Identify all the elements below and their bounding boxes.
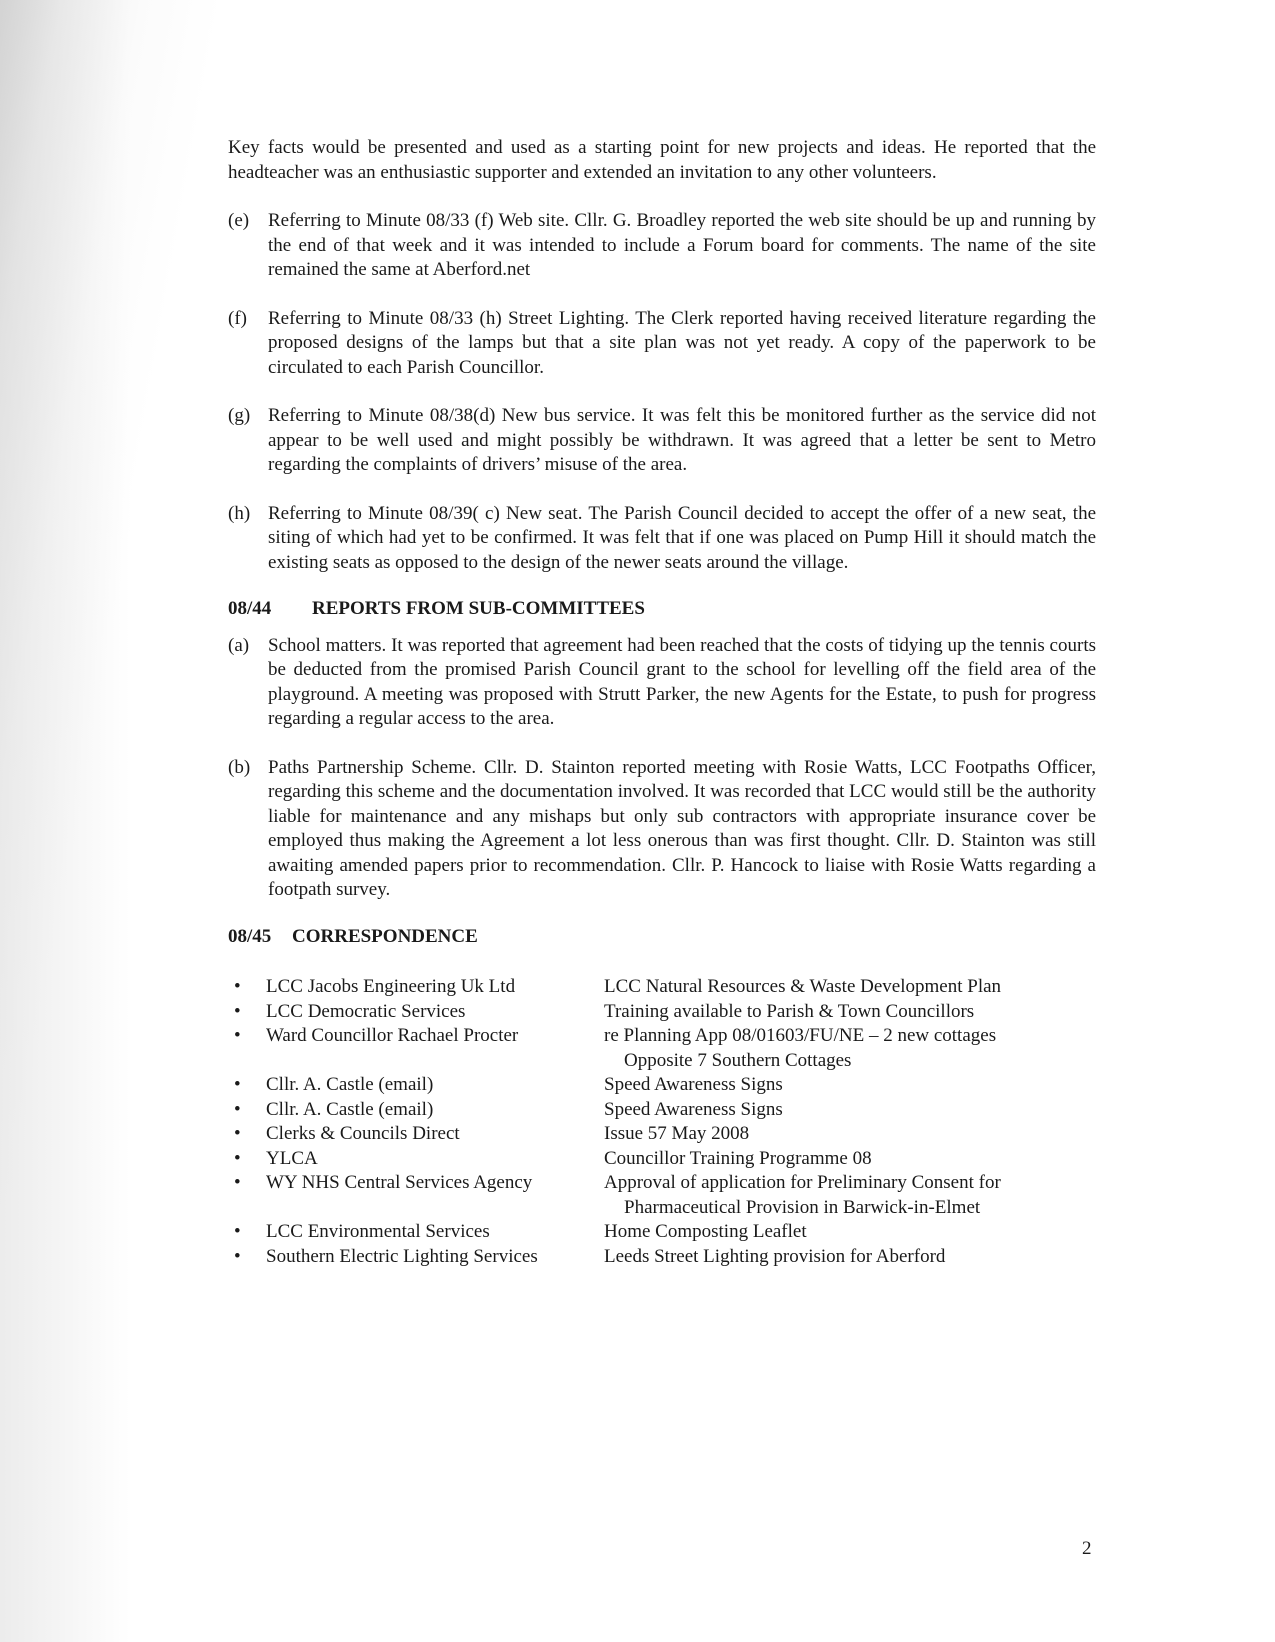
- correspondence-subject: [604, 1147, 1096, 1172]
- bullet-icon: •: [234, 1123, 241, 1144]
- item-text: Referring to Minute 08/38(d) New bus service. It was felt this be monitored further as the service did not appear to be well used and might possibly be withdrawn. It was agreed that a letter be sent to Metro regarding the complaints of drivers’ misuse of the area.: [268, 405, 1096, 475]
- correspondence-from: Southern Electric Lighting Services: [266, 1245, 538, 1267]
- correspondence-subject: [604, 1220, 1096, 1245]
- correspondence-row: [228, 1122, 1096, 1147]
- correspondence-from: LCC Environmental Services: [266, 1221, 490, 1242]
- report-item: [228, 756, 1096, 903]
- bullet-icon: •: [234, 1098, 241, 1120]
- correspondence-subject: [604, 1171, 1096, 1220]
- item-label: (a): [228, 634, 250, 656]
- page-content: [228, 136, 1096, 1269]
- correspondence-subject: [604, 1024, 1096, 1073]
- subject-line-continued: Pharmaceutical Provision in Barwick-in-Elmet: [624, 1196, 981, 1218]
- subject-line: Issue 57 May 2008: [604, 1123, 750, 1144]
- bullet-icon: •: [234, 1025, 241, 1046]
- bullet-icon: •: [234, 1000, 241, 1022]
- item-text: School matters. It was reported that agreement had been reached that the costs of tidying up the tennis courts be deducted from the promised Parish Council grant to the school for levelling off the field area of the playground. A meeting was proposed with Strutt Parker, the new Agents for the Estate, to push for progress regarding a regular access to the area.: [268, 634, 1096, 729]
- correspondence-row: [228, 1220, 1096, 1245]
- bullet-icon: •: [234, 1147, 241, 1169]
- correspondence-subject: [604, 975, 1096, 1000]
- subject-line: Speed Awareness Signs: [604, 1098, 783, 1120]
- subject-line: Speed Awareness Signs: [604, 1074, 783, 1095]
- minute-item: [228, 307, 1096, 381]
- subject-line: re Planning App 08/01603/FU/NE – 2 new cottages: [604, 1025, 997, 1046]
- correspondence-from: YLCA: [266, 1147, 318, 1169]
- minute-item: [228, 209, 1096, 283]
- section-heading-correspondence: [228, 925, 1096, 950]
- section-title: CORRESPONDENCE: [292, 925, 478, 947]
- section-heading-sub-committees: [228, 597, 1096, 622]
- item-label: (h): [228, 502, 251, 524]
- correspondence-row: [228, 1024, 1096, 1073]
- minute-item: [228, 502, 1096, 576]
- correspondence-from: Cllr. A. Castle (email): [266, 1098, 434, 1120]
- item-text: Paths Partnership Scheme. Cllr. D. Stainton reported meeting with Rosie Watts, LCC Footpaths Officer, regarding this scheme and the documentation involved. It was recorded that LCC would still be the authority liable for maintenance and any mishaps but only sub contractors with appropriate insurance cover be employed thus making the Agreement a lot less onerous than was first thought. Cllr. D. Stainton was still awaiting amended papers prior to recommendation. Cllr. P. Hancock to liaise with Rosie Watts regarding a footpath survey.: [268, 756, 1096, 900]
- correspondence-from: Clerks & Councils Direct: [266, 1123, 460, 1144]
- report-item: [228, 634, 1096, 732]
- item-label: (e): [228, 210, 250, 231]
- item-label: (f): [228, 307, 247, 329]
- bullet-icon: •: [234, 1172, 241, 1193]
- subject-line: Training available to Parish & Town Councillors: [604, 1000, 975, 1022]
- correspondence-row: [228, 1098, 1096, 1123]
- item-label: (b): [228, 756, 251, 778]
- item-text: Referring to Minute 08/39( c) New seat. The Parish Council decided to accept the offer of a new seat, the siting of which had yet to be confirmed. It was felt that if one was placed on Pump Hill it should match the existing seats as opposed to the design of the newer seats around the village.: [268, 502, 1096, 573]
- correspondence-row: [228, 1073, 1096, 1098]
- correspondence-subject: [604, 1122, 1096, 1147]
- scan-shadow: [0, 0, 130, 1642]
- correspondence-row: [228, 1000, 1096, 1025]
- minute-item: [228, 404, 1096, 478]
- correspondence-subject: [604, 1098, 1096, 1123]
- intro-paragraph: Key facts would be presented and used as a starting point for new projects and ideas. He reported that the headteacher was an enthusiastic supporter and extended an invitation to any other volunteers.: [228, 137, 1096, 183]
- subject-line: Councillor Training Programme 08: [604, 1147, 872, 1169]
- subject-line: Leeds Street Lighting provision for Aberford: [604, 1245, 946, 1267]
- correspondence-row: [228, 1171, 1096, 1220]
- correspondence-subject: [604, 1000, 1096, 1025]
- correspondence-subject: [604, 1245, 1096, 1270]
- correspondence-from: WY NHS Central Services Agency: [266, 1172, 533, 1193]
- bullet-icon: •: [234, 1074, 241, 1095]
- item-label: (g): [228, 405, 251, 426]
- correspondence-subject: [604, 1073, 1096, 1098]
- section-number: 08/45: [228, 925, 272, 947]
- item-text: Referring to Minute 08/33 (f) Web site. Cllr. G. Broadley reported the web site should be up and running by the end of that week and it was intended to include a Forum board for comments. The name of the site remained the same at Aberford.net: [268, 210, 1096, 280]
- correspondence-list: [228, 975, 1096, 1269]
- correspondence-from: Cllr. A. Castle (email): [266, 1074, 434, 1095]
- subject-line: LCC Natural Resources & Waste Development Plan: [604, 976, 1002, 997]
- bullet-icon: •: [234, 1221, 241, 1242]
- section-title: REPORTS FROM SUB-COMMITTEES: [312, 598, 645, 619]
- page-number: 2: [1082, 1538, 1092, 1559]
- bullet-icon: •: [234, 1245, 241, 1267]
- correspondence-row: [228, 1245, 1096, 1270]
- bullet-icon: •: [234, 976, 241, 997]
- correspondence-from: LCC Democratic Services: [266, 1000, 466, 1022]
- correspondence-from: Ward Councillor Rachael Procter: [266, 1025, 519, 1046]
- item-text: Referring to Minute 08/33 (h) Street Lighting. The Clerk reported having received literature regarding the proposed designs of the lamps but that a site plan was not yet ready. A copy of the paperwork to be circulated to each Parish Councillor.: [268, 307, 1096, 378]
- subject-line: Home Composting Leaflet: [604, 1221, 807, 1242]
- section-number: 08/44: [228, 598, 272, 619]
- subject-line: Approval of application for Preliminary Consent for: [604, 1172, 1001, 1193]
- correspondence-from: LCC Jacobs Engineering Uk Ltd: [266, 976, 516, 997]
- correspondence-row: [228, 1147, 1096, 1172]
- subject-line-continued: Opposite 7 Southern Cottages: [624, 1049, 852, 1071]
- correspondence-row: [228, 975, 1096, 1000]
